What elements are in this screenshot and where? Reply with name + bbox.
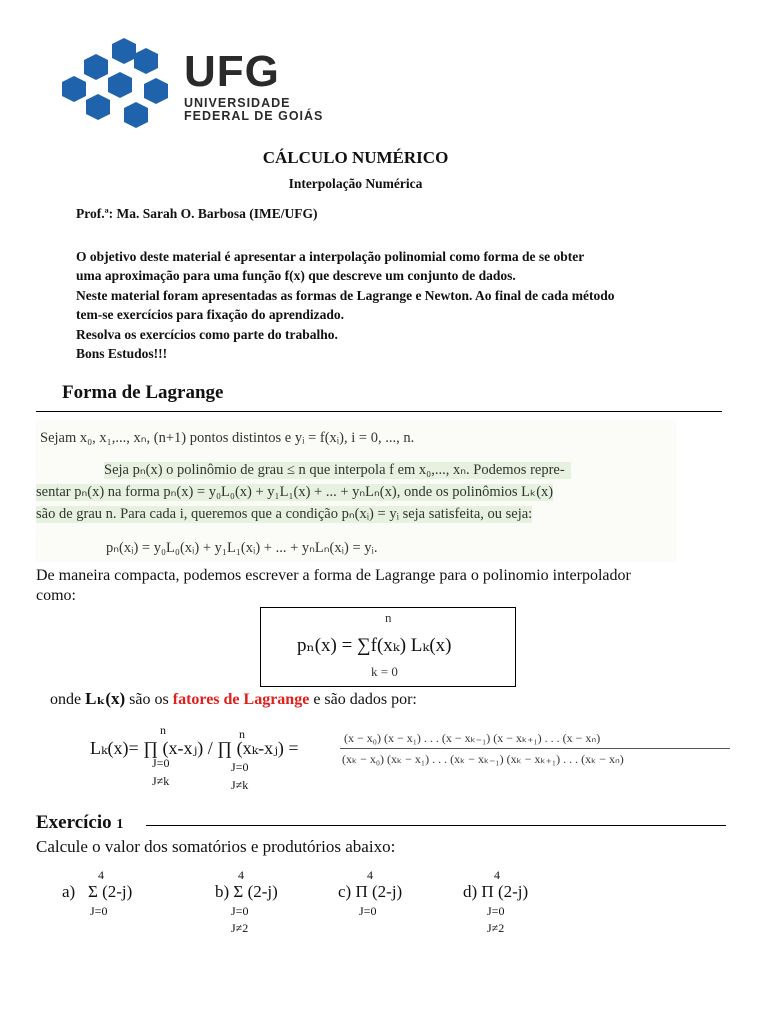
item-label: a) bbox=[62, 882, 76, 901]
exercise-item bbox=[215, 882, 278, 902]
scan-line: são de grau n. Para cada i, queremos que a condição pₙ(xᵢ) = yᵢ seja satisfeita, ou seja: bbox=[36, 506, 533, 522]
compact-text: De maneira compacta, podemos escrever a forma de Lagrange para o polinomio interpolador bbox=[36, 567, 631, 584]
lk-formula: Lₖ(x)= ∏ (x-xⱼ) / ∏ (xₖ-xⱼ) = bbox=[90, 738, 299, 758]
exercise-prompt: Calcule o valor dos somatórios e produtórios abaixo: bbox=[36, 837, 396, 856]
intro-line: Resolva os exercícios como parte do trabalho. bbox=[76, 327, 338, 342]
item-expression: Σ (2-j) bbox=[233, 882, 278, 901]
fraction-denominator: (xₖ − x₀) (xₖ − x₁) . . . (xₖ − xₖ₋₁) (xₖ − xₖ₊₁) . . . (xₖ − xₙ) bbox=[342, 752, 624, 766]
product-lower-limit: J=0 bbox=[152, 756, 170, 770]
item-lower: J=0 bbox=[231, 904, 249, 918]
exercise-divider bbox=[146, 825, 726, 826]
intro-line: uma aproximação para uma função f(x) que descreve um conjunto de dados. bbox=[76, 268, 516, 283]
item-upper: 4 bbox=[494, 868, 500, 882]
onde-prefix: onde bbox=[50, 691, 86, 708]
logo-subtitle-line1: UNIVERSIDADE bbox=[184, 96, 291, 110]
item-expression: Σ (2-j) bbox=[87, 882, 133, 901]
sum-lower-limit: k = 0 bbox=[371, 664, 398, 679]
section-divider bbox=[36, 411, 722, 412]
lagrange-factor-sentence bbox=[50, 689, 417, 709]
page-subtitle: Interpolação Numérica bbox=[288, 176, 423, 191]
exercise-item bbox=[463, 882, 528, 902]
scan-line: Seja pₙ(x) o polinômio de grau ≤ n que interpola f em x₀,..., xₙ. Podemos repre- bbox=[104, 462, 571, 479]
sum-upper-limit: n bbox=[385, 610, 392, 625]
lk-symbol: Lₖ(x) bbox=[85, 689, 126, 708]
intro-line: Bons Estudos!!! bbox=[76, 346, 168, 361]
item-lower: J=0 bbox=[359, 904, 377, 918]
logo-subtitle-line2: FEDERAL DE GOIÁS bbox=[184, 109, 324, 123]
exercise-heading bbox=[36, 812, 123, 834]
page-title: CÁLCULO NUMÉRICO bbox=[262, 148, 449, 167]
product-upper-limit: n bbox=[239, 727, 245, 741]
ufg-logo-icon bbox=[62, 34, 180, 134]
lagrange-formula-box bbox=[260, 607, 516, 687]
item-lower: J≠2 bbox=[487, 921, 505, 935]
item-upper: 4 bbox=[98, 868, 104, 882]
intro-line: tem-se exercícios para fixação do aprendizado. bbox=[76, 307, 344, 322]
professor-line: Prof.ª: Ma. Sarah O. Barbosa (IME/UFG) bbox=[76, 206, 318, 221]
fraction-numerator: (x − x₀) (x − x₁) . . . (x − xₖ₋₁) (x − xₖ₊₁) . . . (x − xₙ) bbox=[344, 731, 601, 745]
product-lower-limit: J≠k bbox=[231, 778, 249, 792]
logo-wordmark: UFG bbox=[184, 47, 280, 96]
item-label: c) bbox=[338, 882, 352, 901]
scan-line: sentar pₙ(x) na forma pₙ(x) = y₀L₀(x) + y₁L₁(x) + ... + yₙLₙ(x), onde os polinômios Lₖ(x) bbox=[36, 484, 554, 500]
exercise-item bbox=[338, 882, 402, 902]
compact-text: como: bbox=[36, 587, 76, 604]
lagrange-formula: pₙ(x) = ∑f(xₖ) Lₖ(x) bbox=[297, 635, 452, 656]
exercise-item bbox=[62, 882, 132, 902]
item-lower: J≠2 bbox=[231, 921, 249, 935]
lagrange-factors-highlight: fatores de Lagrange bbox=[172, 691, 310, 708]
section-heading-lagrange: Forma de Lagrange bbox=[62, 382, 224, 403]
item-lower: J=0 bbox=[487, 904, 505, 918]
intro-line: O objetivo deste material é apresentar a interpolação polinomial como forma de se obter bbox=[76, 249, 585, 264]
onde-suffix: e são dados por: bbox=[309, 691, 417, 708]
item-expression: Π (2-j) bbox=[355, 882, 403, 901]
item-lower: J=0 bbox=[90, 904, 108, 918]
scan-line: pₙ(xᵢ) = y₀L₀(xᵢ) + y₁L₁(xᵢ) + ... + yₙLₙ(xᵢ) = yᵢ. bbox=[106, 540, 378, 556]
fraction-bar bbox=[340, 748, 730, 749]
exercise-number: 1 bbox=[116, 817, 124, 832]
exercise-title: Exercício bbox=[36, 812, 112, 833]
product-upper-limit: n bbox=[160, 723, 166, 737]
product-lower-limit: J=0 bbox=[231, 760, 249, 774]
scan-line: Sejam x₀, x₁,..., xₙ, (n+1) pontos distintos e yᵢ = f(xᵢ), i = 0, ..., n. bbox=[40, 430, 415, 446]
item-expression: Π (2-j) bbox=[481, 882, 529, 901]
item-label: b) bbox=[215, 882, 230, 901]
item-upper: 4 bbox=[238, 868, 244, 882]
scanned-definition-block bbox=[36, 420, 676, 562]
item-upper: 4 bbox=[367, 868, 373, 882]
onde-mid: são os bbox=[125, 691, 173, 708]
intro-line: Neste material foram apresentadas as formas de Lagrange e Newton. Ao final de cada método bbox=[76, 288, 615, 303]
product-lower-limit: J≠k bbox=[152, 774, 170, 788]
item-label: d) bbox=[463, 882, 478, 901]
